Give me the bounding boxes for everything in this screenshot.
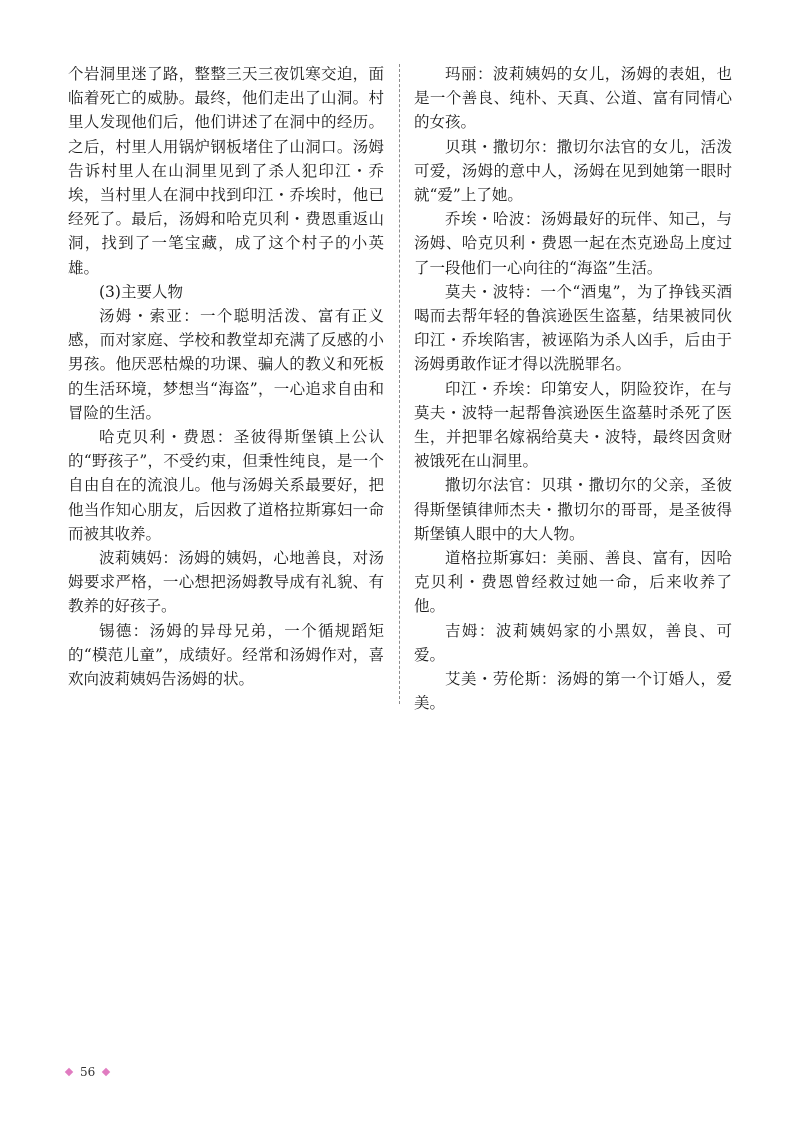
paragraph: 道格拉斯寡妇：美丽、善良、富有，因哈克贝利・费恩曾经救过她一命，后来收养了他。 (414, 549, 732, 616)
left-column (68, 62, 384, 691)
paragraph: 哈克贝利・费恩：圣彼得斯堡镇上公认的“野孩子”，不受约束，但秉性纯良，是一个自由自在的流浪儿。他与汤姆关系最要好，把他当作知心朋友，后因救了道格拉斯寡妇一命而被其收养。 (68, 428, 384, 543)
paragraph: 个岩洞里迷了路，整整三天三夜饥寒交迫，面临着死亡的威胁。最终，他们走出了山洞。村里人发现他们后，他们讲述了在洞中的经历。之后，村里人用锅炉钢板堵住了山洞口。汤姆告诉村里人在山洞里见到了杀人犯印江・乔埃，当村里人在洞中找到印江・乔埃时，他已经死了。最后，汤姆和哈克贝利・费恩重返山洞，找到了一笔宝藏，成了这个村子的小英雄。 (68, 65, 384, 277)
paragraph: 汤姆・索亚：一个聪明活泼、富有正义感，而对家庭、学校和教堂却充满了反感的小男孩。他厌恶枯燥的功课、骗人的教义和死板的生活环境，梦想当“海盗”，一心追求自由和冒险的生活。 (68, 307, 384, 422)
paragraph: 撒切尔法官：贝琪・撒切尔的父亲，圣彼得斯堡镇律师杰夫・撒切尔的哥哥，是圣彼得斯堡镇人眼中的大人物。 (414, 476, 732, 543)
paragraph: 锡德：汤姆的异母兄弟，一个循规蹈矩的“模范儿童”，成绩好。经常和汤姆作对，喜欢向波莉姨妈告汤姆的状。 (68, 621, 384, 689)
paragraph: 乔埃・哈波：汤姆最好的玩伴、知己，与汤姆、哈克贝利・费恩一起在杰克逊岛上度过了一段他们一心向往的“海盗”生活。 (414, 210, 732, 277)
diamond-icon (102, 1068, 110, 1076)
paragraph: 艾美・劳伦斯：汤姆的第一个订婚人，爱美。 (414, 670, 732, 713)
section-heading: (3)主要人物 (99, 282, 183, 301)
page-footer (66, 1065, 109, 1079)
paragraph: 吉姆：波莉姨妈家的小黑奴，善良、可爱。 (414, 621, 732, 664)
paragraph: 莫夫・波特：一个“酒鬼”，为了挣钱买酒喝而去帮年轻的鲁滨逊医生盗墓，结果被同伙印江・乔埃陷害，被诬陷为杀人凶手，后由于汤姆勇敢作证才得以洗脱罪名。 (414, 282, 732, 374)
paragraph: 印江・乔埃：印第安人，阴险狡诈，在与莫夫・波特一起帮鲁滨逊医生盗墓时杀死了医生，并把罪名嫁祸给莫夫・波特，最终因贪财被饿死在山洞里。 (414, 379, 732, 471)
column-divider (399, 64, 400, 704)
paragraph: 波莉姨妈：汤姆的姨妈，心地善良，对汤姆要求严格，一心想把汤姆教导成有礼貌、有教养的好孩子。 (68, 549, 384, 616)
diamond-icon (65, 1068, 73, 1076)
paragraph: 贝琪・撒切尔：撒切尔法官的女儿，活泼可爱，汤姆的意中人，汤姆在见到她第一眼时就“爱”上了她。 (414, 137, 732, 205)
right-column (414, 62, 732, 715)
page-number: 56 (80, 1065, 96, 1079)
paragraph: 玛丽：波莉姨妈的女儿，汤姆的表姐，也是一个善良、纯朴、天真、公道、富有同情心的女孩。 (414, 65, 732, 132)
